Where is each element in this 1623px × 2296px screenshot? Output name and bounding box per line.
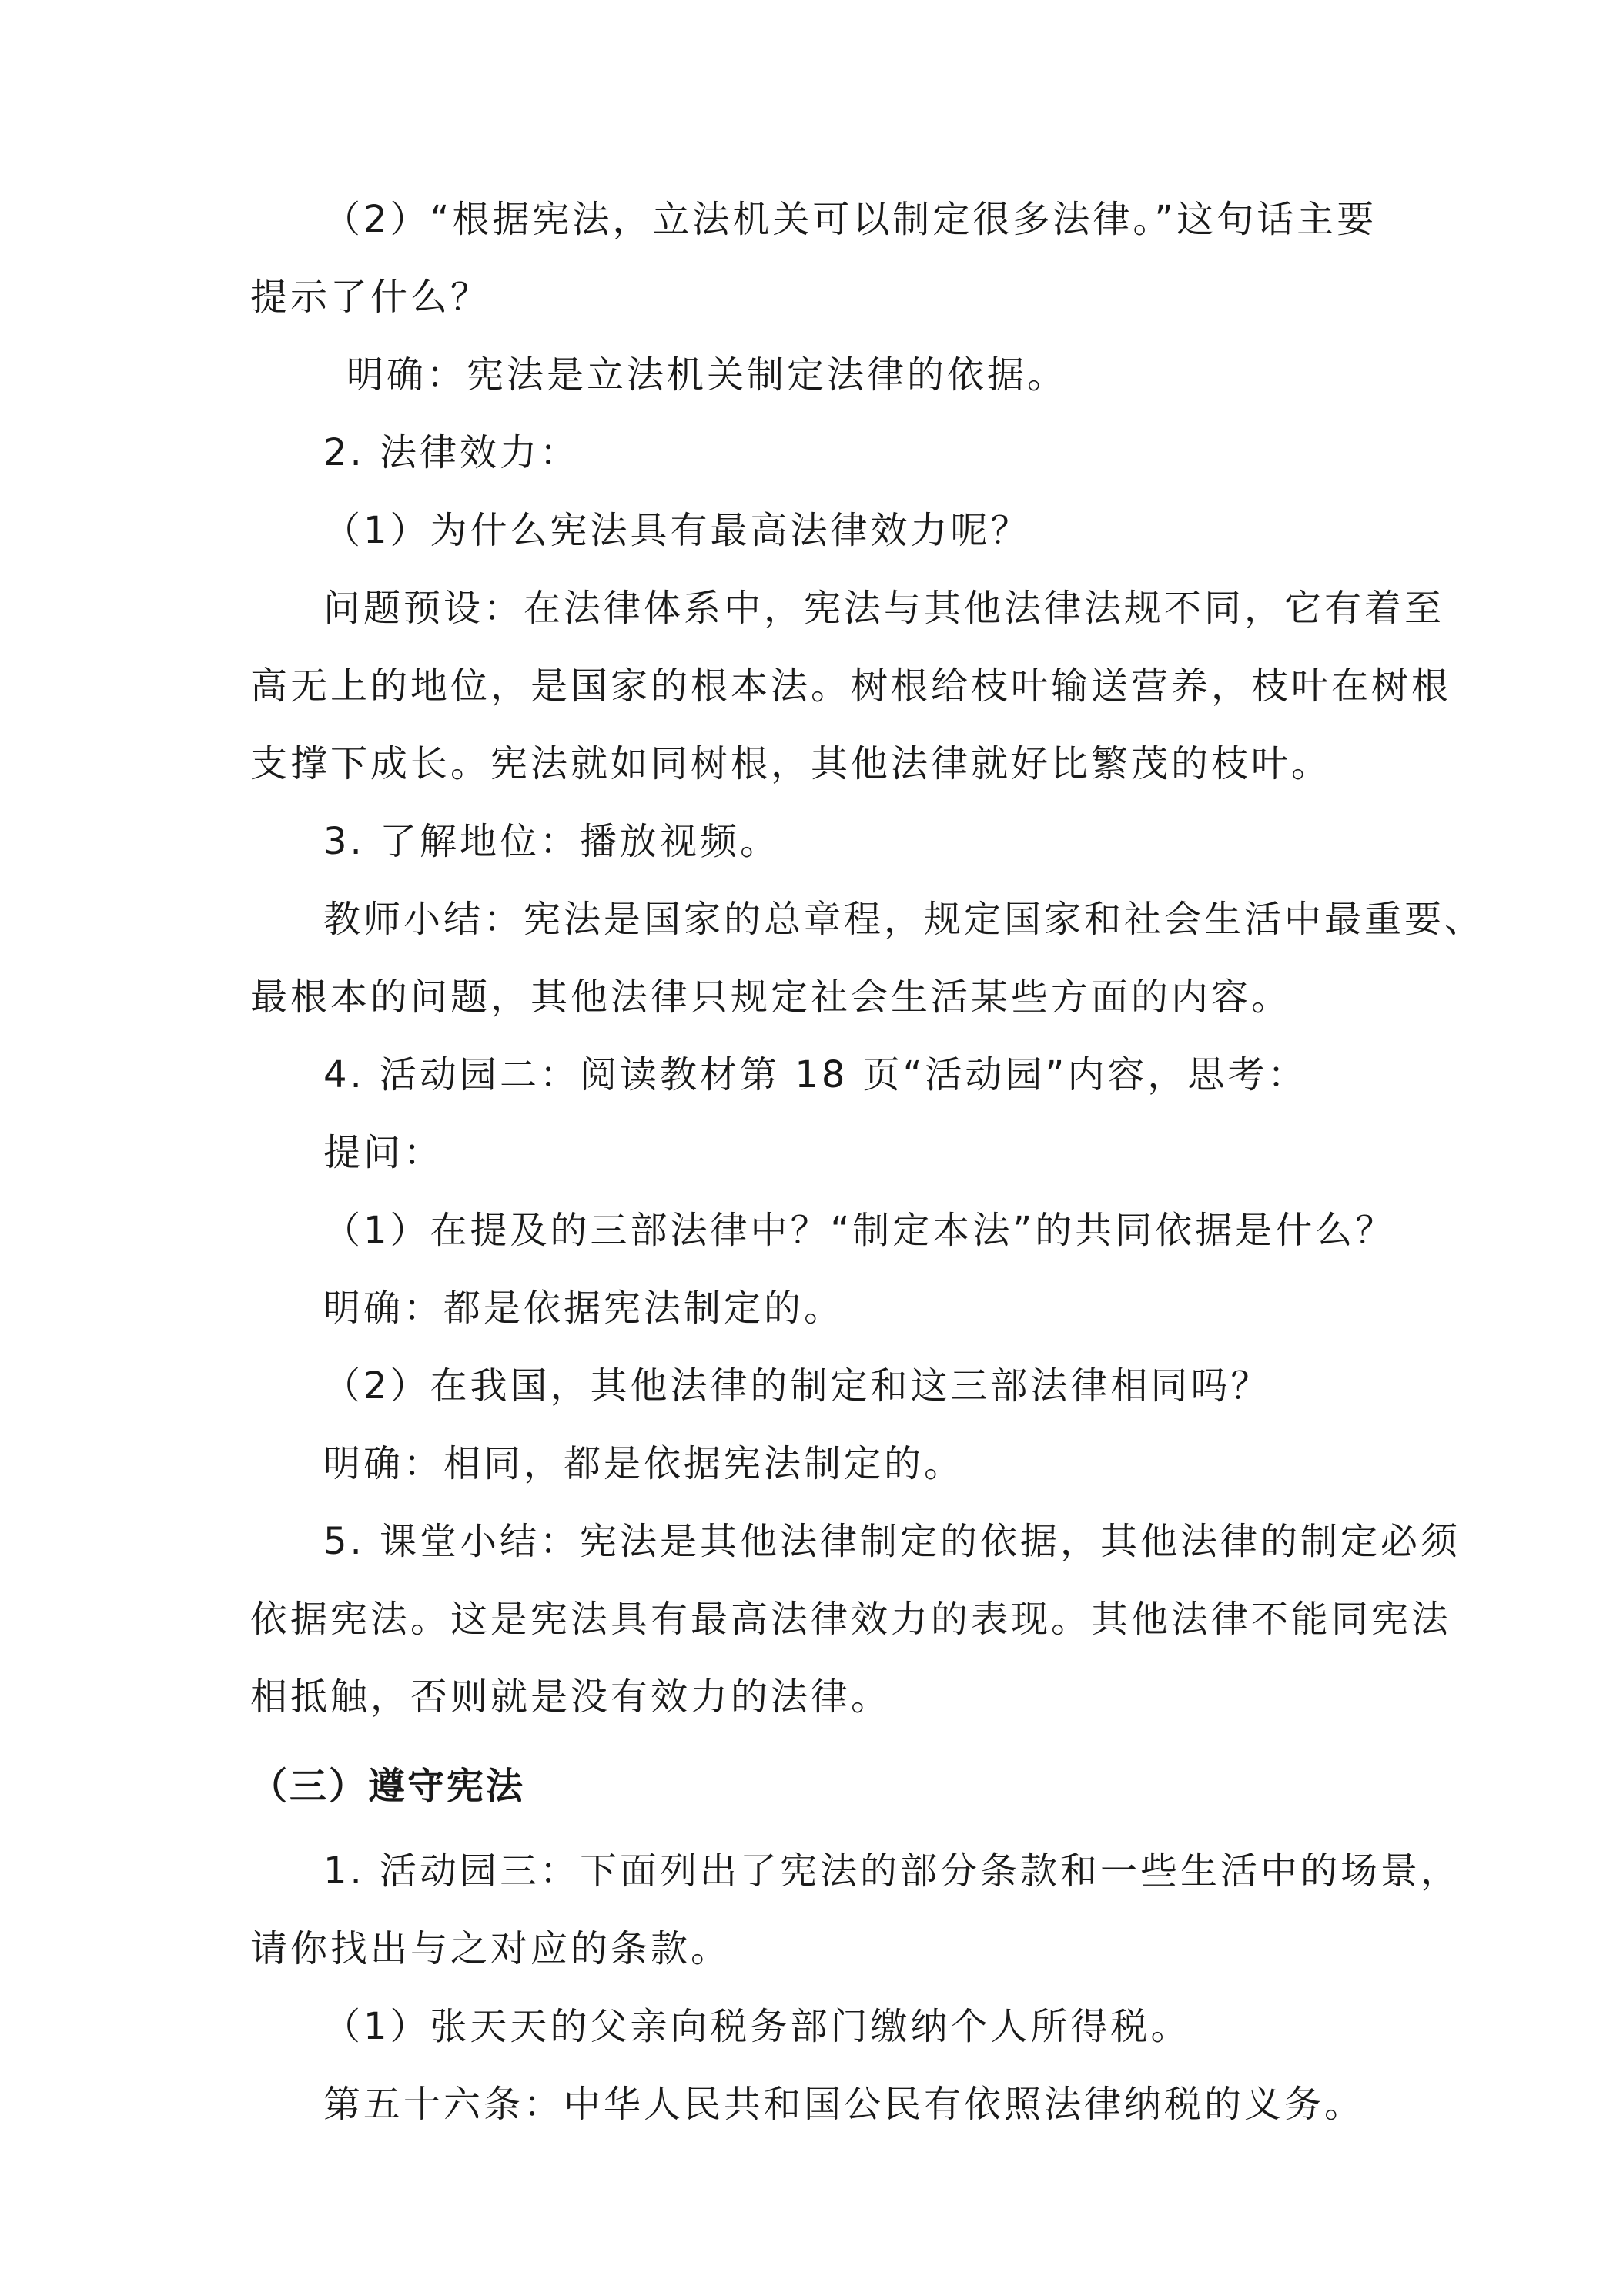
text-line: 提示了什么？ — [250, 276, 491, 319]
text-line: （2）“根据宪法，立法机关可以制定很多法律。”这句话主要 — [323, 198, 1377, 241]
text-line: 提问： — [323, 1131, 444, 1174]
text-line: （1）为什么宪法具有最高法律效力呢？ — [323, 509, 1031, 552]
section-heading: （三）遵守宪法 — [250, 1765, 526, 1808]
text-line: 最根本的问题，其他法律只规定社会生活某些方面的内容。 — [250, 976, 1292, 1019]
text-line: 第五十六条：中华人民共和国公民有依照法律纳税的义务。 — [323, 2083, 1365, 2126]
text-line: （1）在提及的三部法律中？“制定本法”的共同依据是什么？ — [323, 1209, 1396, 1252]
text-line: 明确：相同，都是依据宪法制定的。 — [323, 1442, 965, 1485]
text-line: 依据宪法。这是宪法具有最高法律效力的表现。其他法律不能同宪法 — [250, 1598, 1452, 1641]
text-line: 2. 法律效力： — [323, 431, 581, 474]
text-line: 4. 活动园二：阅读教材第 18 页“活动园”内容，思考： — [323, 1053, 1308, 1096]
text-line: 请你找出与之对应的条款。 — [250, 1927, 731, 1970]
text-line: 高无上的地位，是国家的根本法。树根给枝叶输送营养，枝叶在树根 — [250, 664, 1452, 708]
text-line: 相抵触，否则就是没有效力的法律。 — [250, 1675, 892, 1719]
text-line: 1. 活动园三：下面列出了宪法的部分条款和一些生活中的场景， — [323, 1849, 1461, 1893]
text-line: （2）在我国，其他法律的制定和这三部法律相同吗？ — [323, 1364, 1271, 1407]
text-line: 3. 了解地位：播放视频。 — [323, 820, 781, 863]
text-line: 支撑下成长。宪法就如同树根，其他法律就好比繁茂的枝叶。 — [250, 742, 1332, 785]
text-line: （1）张天天的父亲向税务部门缴纳个人所得税。 — [323, 2005, 1191, 2048]
text-line: 明确：宪法是立法机关制定法律的依据。 — [346, 353, 1068, 397]
text-line: 教师小结：宪法是国家的总章程，规定国家和社会生活中最重要、 — [323, 898, 1485, 941]
text-line: 问题预设：在法律体系中，宪法与其他法律法规不同，它有着至 — [323, 587, 1445, 630]
text-line: 明确：都是依据宪法制定的。 — [323, 1287, 845, 1330]
text-line: 5. 课堂小结：宪法是其他法律制定的依据，其他法律的制定必须 — [323, 1520, 1461, 1563]
